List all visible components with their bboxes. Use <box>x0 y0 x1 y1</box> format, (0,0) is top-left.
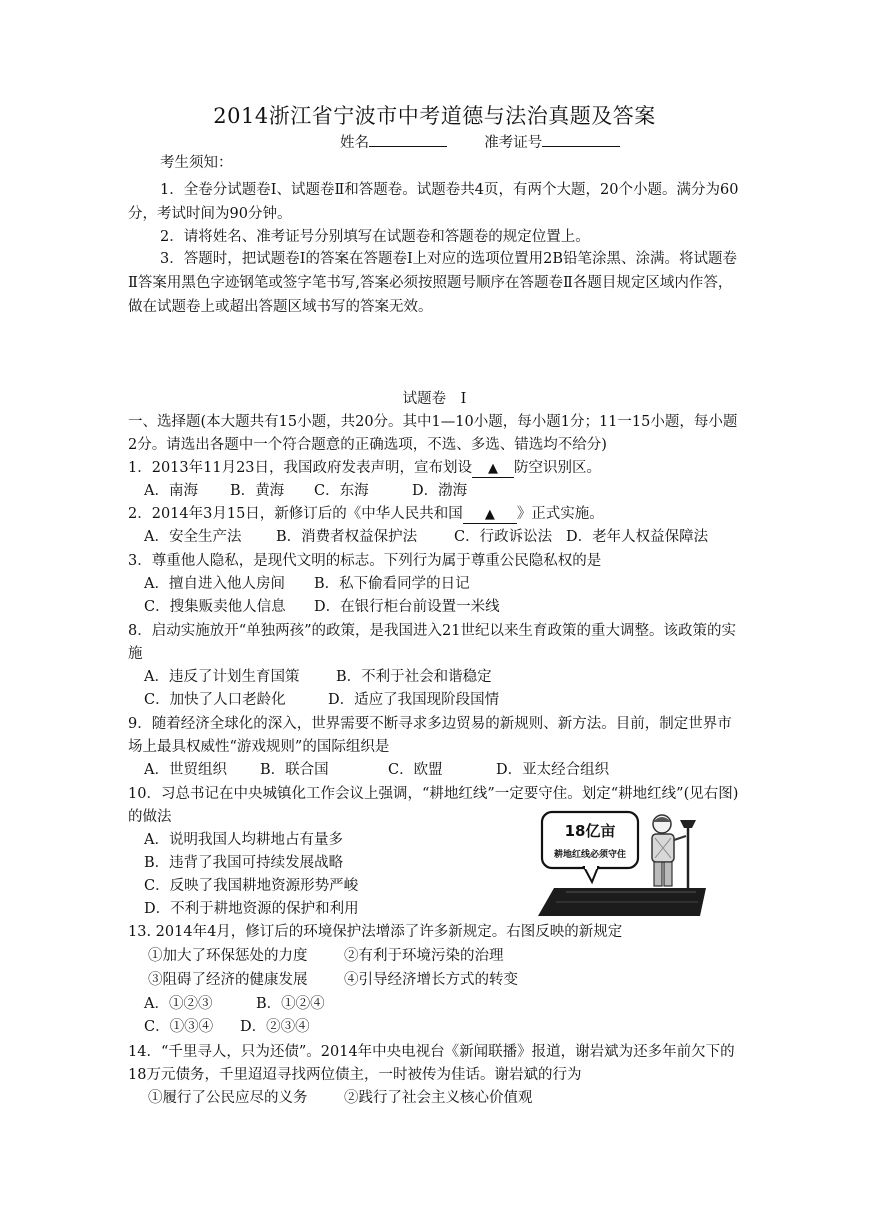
q3-options-row-2 <box>144 597 644 617</box>
q10-option-a[interactable]: A．说明我国人均耕地占有量多 <box>144 832 343 848</box>
notice-item-3: 3．答题时，把试题卷Ⅰ的答案在答题卷Ⅰ上对应的选项位置用2B铅笔涂黑、涂满。将试题卷Ⅱ答案用黑色字迹钢笔或签字笔书写,答案必须按照题号顺序在答题卷Ⅱ各题目规定区域内作答，做在试题卷上或超出答题区域书写的答案无效。 <box>128 251 738 315</box>
name-label: 姓名 <box>340 135 369 151</box>
q13-statement-1: ①加大了环保惩处的力度 <box>148 948 308 964</box>
q13-option-a[interactable]: A．①②③ <box>144 996 213 1012</box>
q2-options <box>144 527 744 547</box>
q1-option-c[interactable]: C．东海 <box>314 483 369 499</box>
farmland-cartoon-illustration <box>536 810 712 918</box>
question-13-stem: 13. 2014年4月，修订后的环境保护法增添了许多新规定。右图反映的新规定 <box>128 924 623 940</box>
q10-option-d[interactable]: D．不利于耕地资源的保护和利用 <box>144 901 359 917</box>
q3-option-c[interactable]: C．搜集贩卖他人信息 <box>144 599 286 615</box>
q13-options-row-1 <box>144 994 444 1014</box>
q1-options <box>144 481 468 501</box>
question-10-stem: 10．习总书记在中央城镇化工作会议上强调，“耕地红线”一定要守住。划定“耕地红线”(见右图)的做法 <box>128 786 739 825</box>
speech-bubble-tail <box>584 867 598 882</box>
exam-id-blank[interactable] <box>542 132 620 147</box>
q3-option-b[interactable]: B．私下偷看同学的日记 <box>314 576 470 592</box>
q10-option-b[interactable]: B．违背了我国可持续发展战略 <box>144 855 344 871</box>
q13-statement-4: ④引导经济增长方式的转变 <box>344 972 518 988</box>
q8-options-row-1 <box>144 667 644 687</box>
q14-statements-row-1 <box>148 1088 648 1108</box>
question-14-stem: 14．“千里寻人，只为还债”。2014年中央电视台《新闻联播》报道，谢岩斌为还多年前欠下的18万元债务，千里迢迢寻找两位债主，一时被传为佳话。谢岩斌的行为 <box>128 1044 735 1083</box>
q13-statements-row-1 <box>148 946 648 966</box>
q2-option-c[interactable]: C．行政诉讼法 <box>454 529 553 545</box>
q13-option-d[interactable]: D．②③④ <box>240 1019 310 1035</box>
q8-options-row-2 <box>144 690 644 710</box>
q1-option-d[interactable]: D．渤海 <box>412 483 468 499</box>
shovel-icon <box>680 820 696 888</box>
q13-option-c[interactable]: C．①③④ <box>144 1019 214 1035</box>
page-title: 2014浙江省宁波市中考道德与法治真题及答案 <box>213 104 656 128</box>
q2-option-d[interactable]: D．老年人权益保障法 <box>566 529 709 545</box>
farmland-redline-figure <box>536 810 712 918</box>
name-blank[interactable] <box>369 132 447 147</box>
q13-statements-row-2 <box>148 970 648 990</box>
q2-text-pre: 2．2014年3月15日，新修订后的《中华人民共和国 <box>128 506 463 522</box>
q3-option-a[interactable]: A．擅自进入他人房间 <box>144 576 285 592</box>
q8-option-a[interactable]: A．违反了计划生育国策 <box>144 669 300 685</box>
bubble-text-bottom: 耕地红线必须守住 <box>553 850 627 860</box>
q9-options <box>144 760 704 780</box>
q14-statement-2: ②践行了社会主义核心价值观 <box>344 1090 533 1106</box>
q2-answer-blank: ▲ <box>463 507 517 524</box>
exam-id-label: 准考证号 <box>484 135 543 151</box>
question-3-stem: 3．尊重他人隐私，是现代文明的标志。下列行为属于尊重公民隐私权的是 <box>128 553 602 569</box>
q9-option-b[interactable]: B．联合国 <box>260 762 329 778</box>
q9-option-a[interactable]: A．世贸组织 <box>144 762 227 778</box>
section-title: 试题卷 Ⅰ <box>402 391 467 407</box>
q10-option-c[interactable]: C．反映了我国耕地资源形势严峻 <box>144 878 359 894</box>
q13-statement-3: ③阻碍了经济的健康发展 <box>148 972 308 988</box>
q8-option-d[interactable]: D．适应了我国现阶段国情 <box>328 692 500 708</box>
question-9-stem: 9．随着经济全球化的深入，世界需要不断寻求多边贸易的新规则、新方法。目前，制定世界市场上最具权威性“游戏规则”的国际组织是 <box>128 716 732 755</box>
q2-text-post: 》正式实施。 <box>516 506 604 522</box>
q13-options-row-2 <box>144 1017 444 1037</box>
notice-item-1: 1．全卷分试题卷Ⅰ、试题卷Ⅱ和答题卷。试题卷共4页，有两个大题，20个小题。满分为60分，考试时间为90分钟。 <box>128 182 739 222</box>
candidate-info <box>340 131 620 152</box>
q3-option-d[interactable]: D．在银行柜台前设置一米线 <box>314 599 500 615</box>
q1-option-b[interactable]: B．黄海 <box>230 483 285 499</box>
question-2-stem <box>128 504 604 524</box>
q9-option-c[interactable]: C．欧盟 <box>388 762 443 778</box>
q1-option-a[interactable]: A．南海 <box>144 483 198 499</box>
notice-heading: 考生须知： <box>160 155 233 171</box>
section-instructions: 一、选择题(本大题共有15小题，共20分。其中1—10小题，每小题1分；11一15小题，每小题2分。请选出各题中一个符合题意的正确选项，不选、多选、错选均不给分) <box>128 414 738 453</box>
q1-answer-blank: ▲ <box>472 461 514 478</box>
question-8-stem: 8．启动实施放开“单独两孩”的政策，是我国进入21世纪以来生育政策的重大调整。该政策的实施 <box>128 623 736 662</box>
q13-option-b[interactable]: B．①②④ <box>256 996 325 1012</box>
q1-text-pre: 1．2013年11月23日，我国政府发表声明，宣布划设 <box>128 460 473 476</box>
farmer-figure <box>652 815 686 886</box>
q14-statement-1: ①履行了公民应尽的义务 <box>148 1090 308 1106</box>
q2-option-a[interactable]: A．安全生产法 <box>144 529 242 545</box>
bubble-text-top: 18亿亩 <box>564 822 616 840</box>
q8-option-b[interactable]: B．不利于社会和谐稳定 <box>336 669 492 685</box>
q9-option-d[interactable]: D．亚太经合组织 <box>496 762 610 778</box>
question-1-stem <box>128 458 601 478</box>
q2-option-b[interactable]: B．消费者权益保护法 <box>276 529 418 545</box>
q3-options-row-1 <box>144 574 644 594</box>
q1-text-post: 防空识别区。 <box>514 460 602 476</box>
q8-option-c[interactable]: C．加快了人口老龄化 <box>144 692 286 708</box>
notice-item-2: 2．请将姓名、准考证号分别填写在试题卷和答题卷的规定位置上。 <box>160 229 590 245</box>
q13-statement-2: ②有利于环境污染的治理 <box>344 948 504 964</box>
